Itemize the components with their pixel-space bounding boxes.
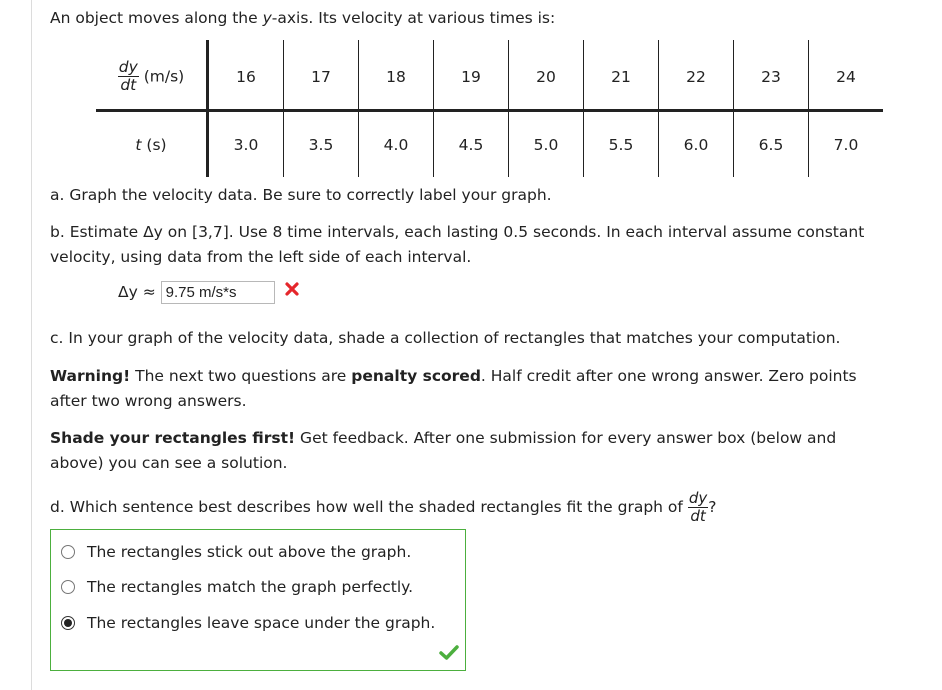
- delta-y-input[interactable]: [161, 281, 275, 304]
- delta-y-label: Δy ≈: [118, 283, 156, 301]
- time-cell: 3.0: [208, 111, 284, 178]
- intro-axis: y: [262, 9, 272, 27]
- answer-choices-box: [50, 529, 466, 671]
- fraction-denominator: dt: [120, 76, 137, 94]
- radio-button-selected[interactable]: [61, 616, 75, 630]
- velocity-cell: 21: [584, 40, 659, 111]
- part-d-fraction: [688, 491, 708, 524]
- choice-label: The rectangles match the graph perfectly.: [87, 578, 414, 596]
- fraction-denominator: dt: [690, 507, 706, 525]
- shade-bold-label: Shade your rectangles first!: [50, 429, 296, 447]
- velocity-cell: 22: [659, 40, 734, 111]
- radio-button[interactable]: [61, 545, 75, 559]
- time-cell: 5.5: [584, 111, 659, 178]
- time-cell: 7.0: [809, 111, 884, 178]
- warning-line2: after two wrong answers.: [50, 392, 247, 410]
- time-variable: t: [135, 135, 142, 154]
- velocity-cell: 24: [809, 40, 884, 111]
- intro-text: [50, 6, 555, 31]
- velocity-cell: 18: [359, 40, 434, 111]
- choice-stick-out[interactable]: [61, 541, 411, 563]
- time-cell: 3.5: [284, 111, 359, 178]
- time-cell: 6.0: [659, 111, 734, 178]
- dy-dt-fraction: [118, 57, 139, 94]
- time-cell: 6.5: [734, 111, 809, 178]
- radio-button[interactable]: [61, 580, 75, 594]
- velocity-cell: 16: [208, 40, 284, 111]
- velocity-cell: 19: [434, 40, 509, 111]
- shade-line1: [50, 426, 836, 451]
- velocity-row-header: [96, 40, 208, 111]
- time-cell: 4.0: [359, 111, 434, 178]
- part-d-end: ?: [708, 498, 717, 516]
- time-cell: 5.0: [509, 111, 584, 178]
- velocity-table: [96, 40, 883, 177]
- part-a-text: a. Graph the velocity data. Be sure to correctly label your graph.: [50, 186, 552, 204]
- delta-y-answer-row: [118, 280, 300, 305]
- intro-after: -axis. Its velocity at various times is:: [271, 9, 556, 27]
- velocity-cell: 20: [509, 40, 584, 111]
- correct-check-icon: [439, 644, 459, 664]
- choice-match-perfectly[interactable]: [61, 576, 413, 598]
- shade-line2: above) you can see a solution.: [50, 454, 288, 472]
- warning-bold-label: Warning!: [50, 367, 131, 385]
- time-row: [96, 111, 883, 178]
- warning-text1: The next two questions are: [130, 367, 352, 385]
- velocity-row: [96, 40, 883, 111]
- page-left-border: [31, 0, 32, 690]
- time-cell: 4.5: [434, 111, 509, 178]
- time-unit: (s): [146, 135, 167, 154]
- part-c-text: c. In your graph of the velocity data, shade a collection of rectangles that matches your computation.: [50, 329, 841, 347]
- choice-label: The rectangles stick out above the graph.: [87, 543, 412, 561]
- velocity-unit: (m/s): [143, 67, 185, 85]
- part-b-line1: b. Estimate Δy on [3,7]. Use 8 time intervals, each lasting 0.5 seconds. In each interval assume constant: [50, 223, 865, 241]
- part-d-text: d. Which sentence best describes how well the shaded rectangles fit the graph of: [50, 498, 688, 516]
- part-d-question: [50, 491, 716, 524]
- intro-before: An object moves along the: [50, 9, 263, 27]
- velocity-cell: 17: [284, 40, 359, 111]
- choice-label: The rectangles leave space under the graph.: [87, 614, 436, 632]
- part-b-line2: velocity, using data from the left side of each interval.: [50, 248, 472, 266]
- fraction-numerator: dy: [118, 57, 138, 76]
- shade-text: Get feedback. After one submission for every answer box (below and: [295, 429, 837, 447]
- warning-text2: . Half credit after one wrong answer. Zero points: [480, 367, 857, 385]
- choice-leave-space[interactable]: [61, 612, 435, 634]
- warning-bold-penalty: penalty scored: [351, 367, 481, 385]
- time-row-header: [96, 111, 208, 178]
- warning-line1: [50, 364, 857, 389]
- velocity-cell: 23: [734, 40, 809, 111]
- fraction-numerator: dy: [688, 489, 708, 507]
- incorrect-x-icon: [284, 280, 300, 305]
